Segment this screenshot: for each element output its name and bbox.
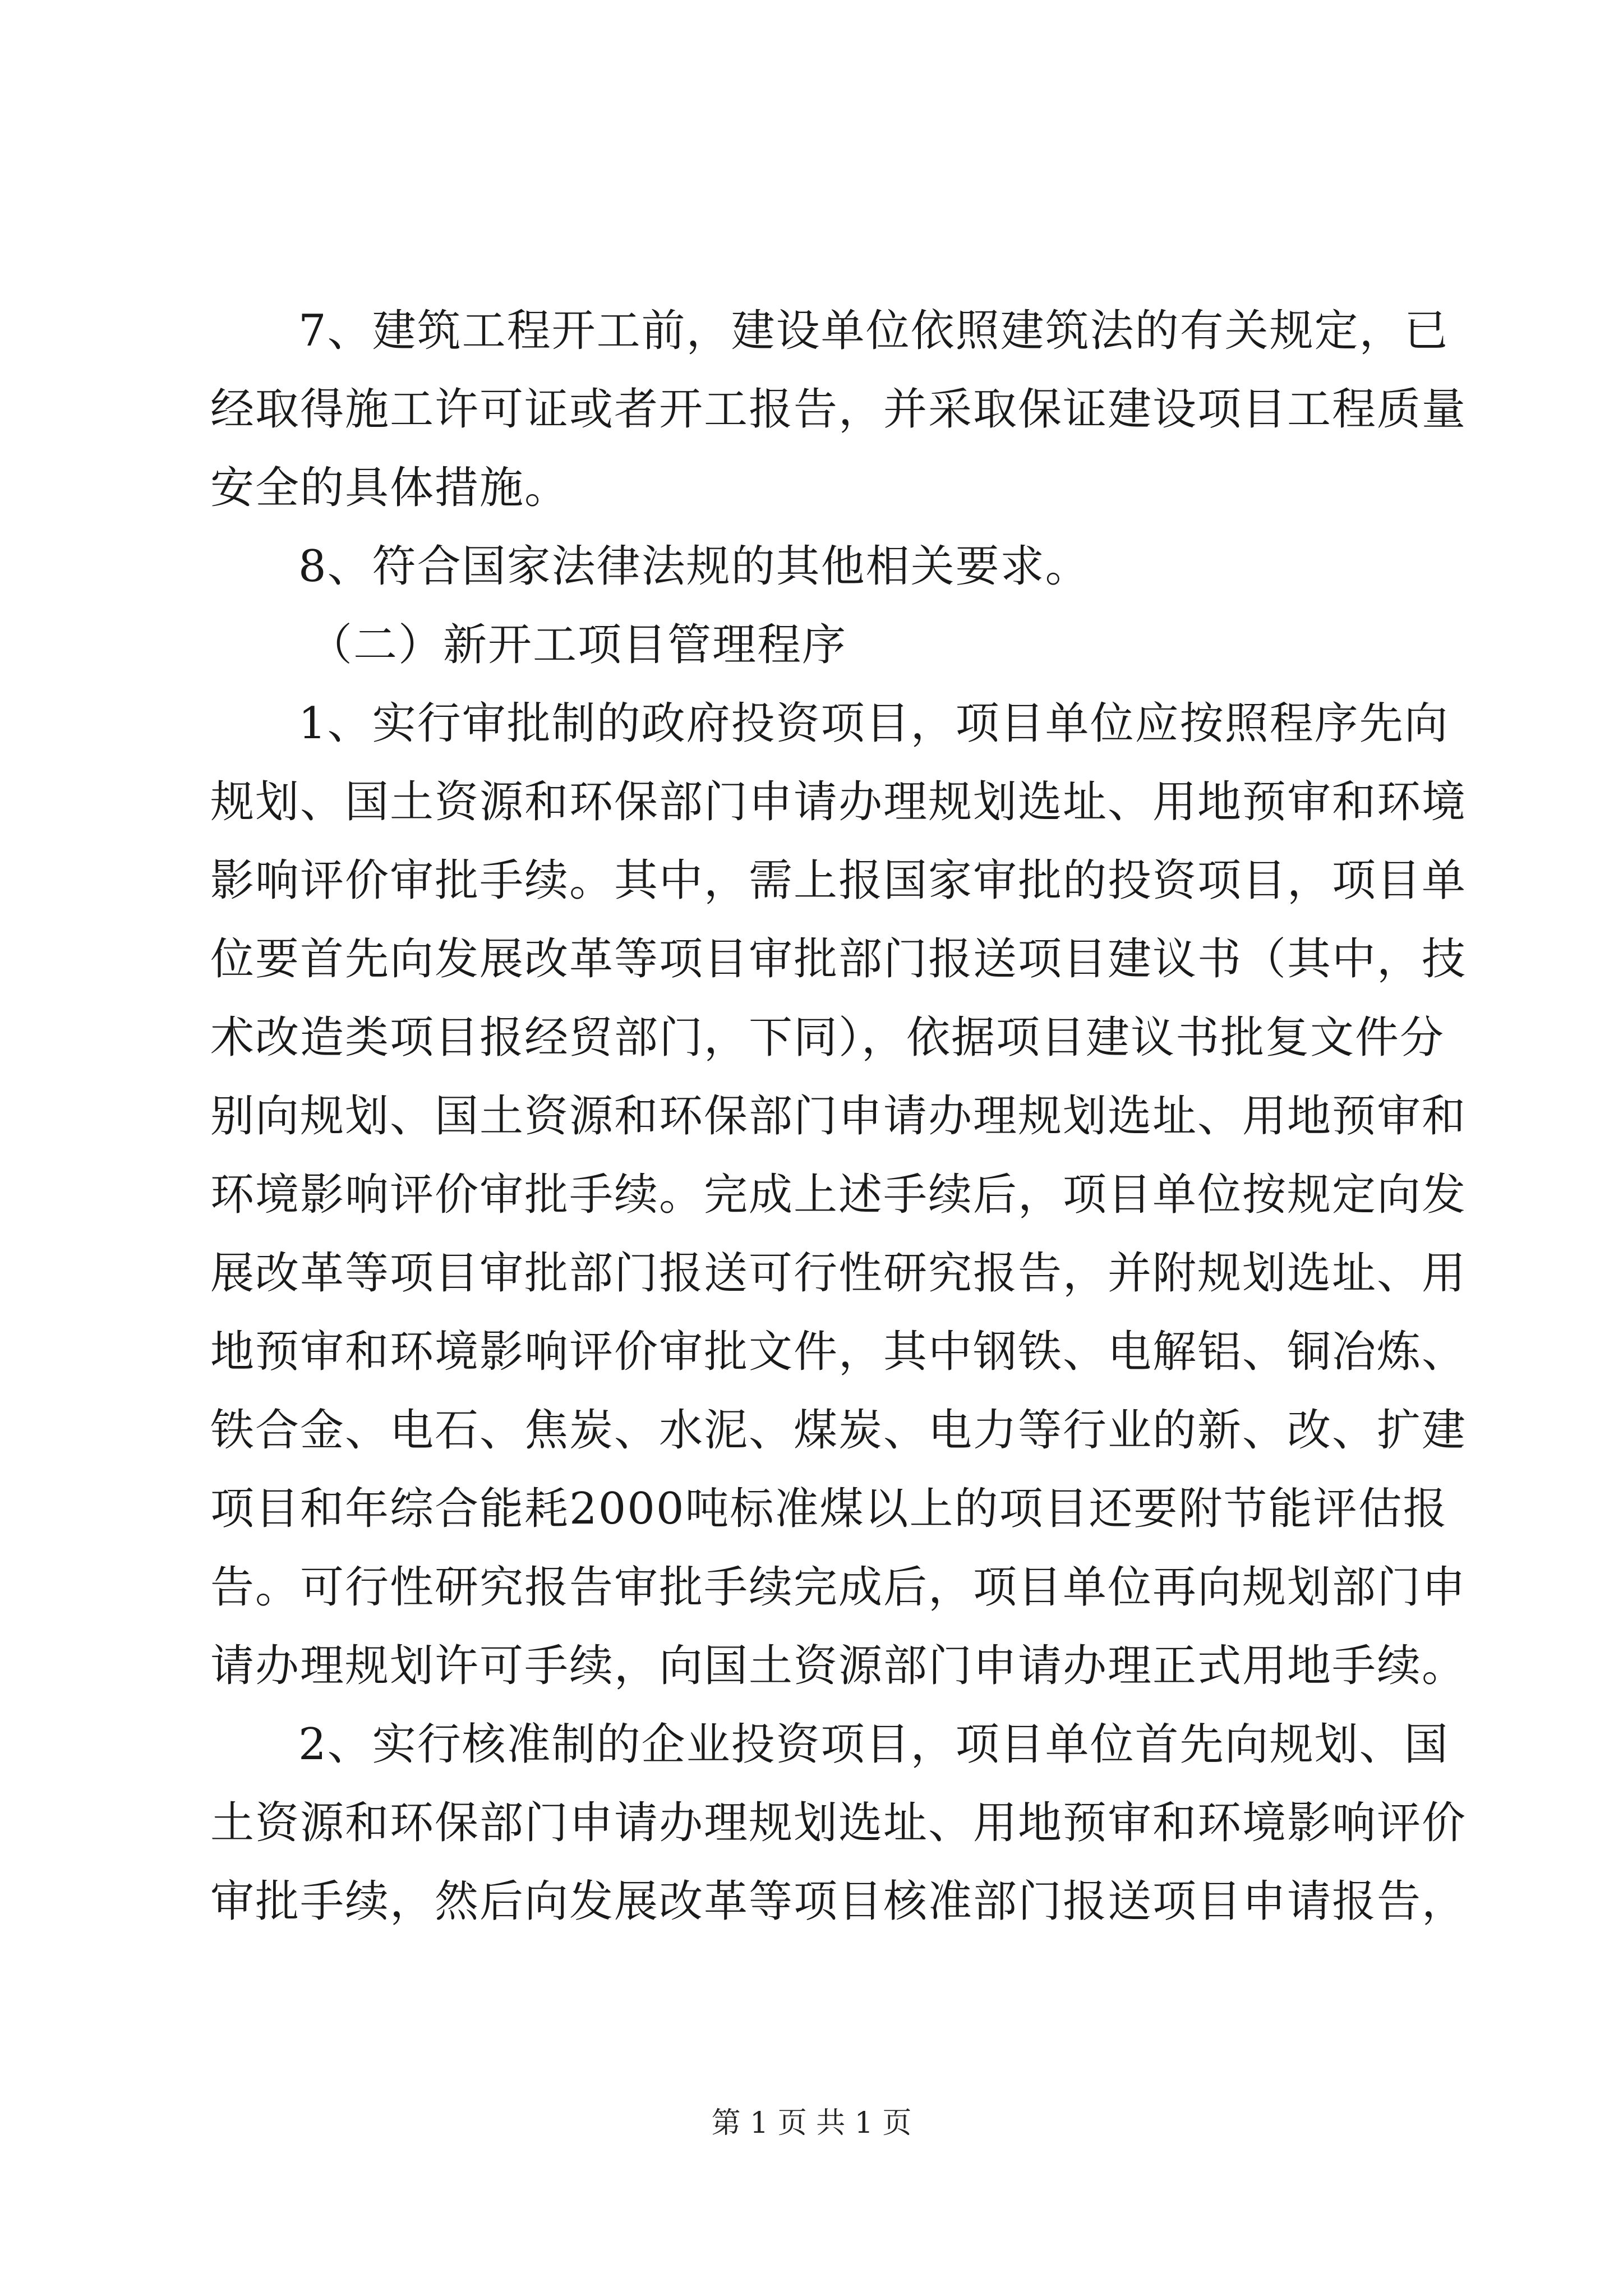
paragraph-line: 术改造类项目报经贸部门，下同），依据项目建议书批复文件分 (210, 1013, 1445, 1063)
paragraph-line: 请办理规划许可手续，向国土资源部门申请办理正式用地手续。 (210, 1641, 1467, 1691)
paragraph-line: 安全的具体措施。 (210, 463, 570, 513)
paragraph-line: 8、符合国家法律法规的其他相关要求。 (298, 541, 1090, 592)
paragraph-line: 经取得施工许可证或者开工报告，并采取保证建设项目工程质量 (210, 384, 1467, 435)
paragraph-line: 项目和年综合能耗2000吨标准煤以上的项目还要附节能评估报 (210, 1484, 1448, 1534)
section-heading: （二）新开工项目管理程序 (308, 620, 847, 670)
paragraph-line: 铁合金、电石、焦炭、水泥、煤炭、电力等行业的新、改、扩建 (210, 1405, 1467, 1456)
paragraph-line: 告。可行性研究报告审批手续完成后，项目单位再向规划部门申 (210, 1562, 1467, 1613)
paragraph-line: 环境影响评价审批手续。完成上述手续后，项目单位按规定向发 (210, 1170, 1467, 1220)
paragraph-line: 位要首先向发展改革等项目审批部门报送项目建议书（其中，技 (210, 934, 1467, 984)
paragraph-line: 影响评价审批手续。其中，需上报国家审批的投资项目，项目单 (210, 855, 1467, 906)
page-footer: 第 1 页 共 1 页 (711, 2106, 912, 2140)
paragraph-line: 土资源和环保部门申请办理规划选址、用地预审和环境影响评价 (210, 1798, 1467, 1848)
paragraph-line: 2、实行核准制的企业投资项目，项目单位首先向规划、国 (298, 1719, 1449, 1770)
paragraph-line: 7、建筑工程开工前，建设单位依照建筑法的有关规定，已 (298, 306, 1449, 356)
paragraph-line: 展改革等项目审批部门报送可行性研究报告，并附规划选址、用 (210, 1248, 1467, 1299)
paragraph-line: 地预审和环境影响评价审批文件，其中钢铁、电解铝、铜冶炼、 (210, 1327, 1467, 1377)
paragraph-line: 规划、国土资源和环保部门申请办理规划选址、用地预审和环境 (210, 777, 1467, 827)
paragraph-line: 1、实行审批制的政府投资项目，项目单位应按照程序先向 (298, 698, 1449, 749)
paragraph-line: 别向规划、国土资源和环保部门申请办理规划选址、用地预审和 (210, 1091, 1467, 1142)
paragraph-line: 审批手续，然后向发展改革等项目核准部门报送项目申请报告， (210, 1876, 1467, 1927)
